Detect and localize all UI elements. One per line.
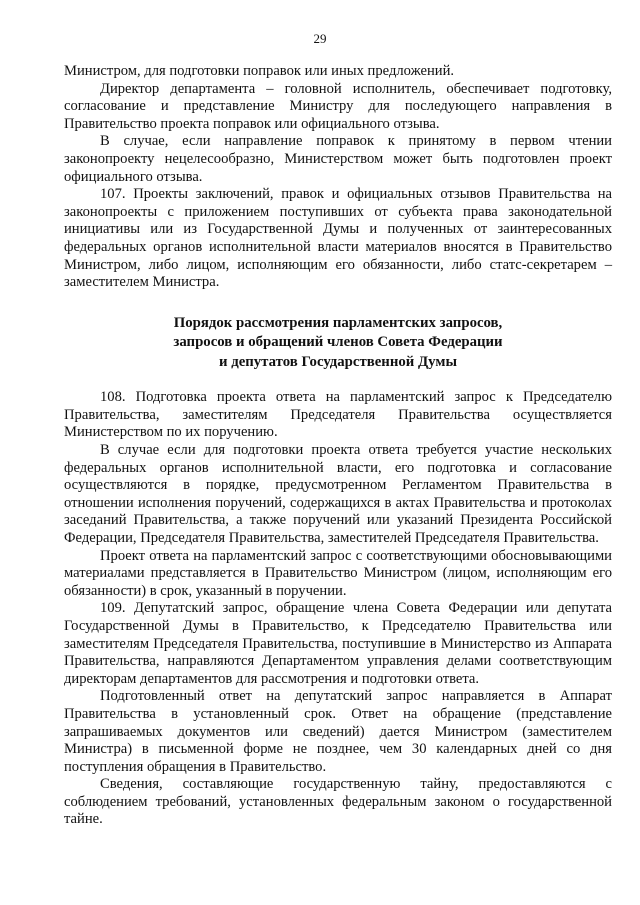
paragraph: В случае если для подготовки проекта ответа требуется участие нескольких федеральных органов исполнительной власти, его подготовка и согласование осуществляются в порядке, предусмотренном Регламентом Правительства в отношении исполнения поручений, содержащихся в актах Правительства и протоколах заседаний Правительства, а также поручений или указаний Президента Российской Федерации, Председателя Правительства, заместителей Председателя Правительства. [64, 442, 612, 546]
document-body [64, 63, 612, 829]
paragraph: В случае, если направление поправок к принятому в первом чтении законопроекту нецелесообразно, Министерством может быть подготовлен проект официального отзыва. [64, 133, 612, 185]
paragraph-107: 107. Проекты заключений, правок и официальных отзывов Правительства на законопроекты с приложением поступивших от субъекта права законодательной инициативы или из Государственной Думы и полученных от заинтересованных федеральных органов исполнительной власти материалов вносятся в Правительство Министром, либо лицом, исполняющим его обязанности, либо статс-секретарем – заместителем Министра. [64, 186, 612, 291]
paragraph: Директор департамента – головной исполнитель, обеспечивает подготовку, согласование и представление Министру для последующего направления в Правительство проекта поправок или официального отзыва. [64, 80, 612, 132]
paragraph-109: 109. Депутатский запрос, обращение члена Совета Федерации или депутата Государственной Думы в Правительство, к Председателю Правительства или заместителям Председателя Правительства, поступившие в Министерство из Аппарата Правительства, направляются Департаментом управления делами соответствующим директорам департаментов для рассмотрения и подготовки ответа. [64, 600, 612, 687]
paragraph-108: 108. Подготовка проекта ответа на парламентский запрос к Председателю Правительства, заместителям Председателя Правительства осуществляется Министерством по их поручению. [64, 389, 612, 441]
paragraph: Подготовленный ответ на депутатский запрос направляется в Аппарат Правительства в установленный срок. Ответ на обращение (представление запрашиваемых документов или сведений) дается Министром (заместителем Министра) в письменной форме не позднее, чем 30 календарных дней со дня поступления обращения в Правительство. [64, 688, 612, 775]
section-heading-line: Порядок рассмотрения парламентских запросов, [173, 314, 503, 331]
section-heading-line: запросов и обращений членов Совета Федерации [173, 334, 503, 351]
section-heading [64, 314, 612, 373]
section-heading-line: и депутатов Государственной Думы [218, 353, 457, 370]
paragraph: Проект ответа на парламентский запрос с соответствующими обосновывающими материалами представляется в Правительство Министром (лицом, исполняющим его обязанности) в срок, указанный в поручении. [64, 547, 612, 599]
paragraph: Сведения, составляющие государственную тайну, предоставляются с соблюдением требований, установленных федеральным законом о государственной тайне. [64, 776, 612, 828]
page-number: 29 [313, 31, 327, 46]
paragraph: Министром, для подготовки поправок или иных предложений. [64, 63, 455, 79]
